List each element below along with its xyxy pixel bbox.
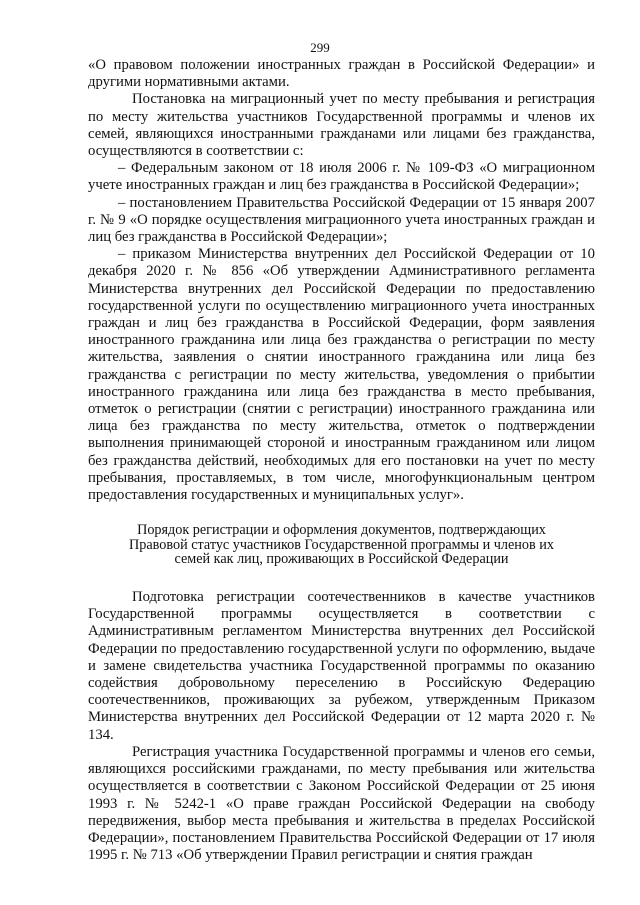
paragraph-registration-preparation: Подготовка регистрации соотечественников в качестве участников Государственной программы осуществляется в соответствии с Административным регламентом Министерства внутренних дел Российской Федерации по предоставлению государственной услуги по оформлению, выдаче и замене свидетельства участника Государственной программы по оказанию содействия добровольному переселению в Российскую Федерацию соотечественников, проживающих за рубежом, утвержденным Приказом Министерства внутренних дел Российской Федерации от 12 марта 2020 г. № 134.	[88, 589, 595, 743]
section-heading: Порядок регистрации и оформления документов, подтверждающих Правовой статус участников Государственной программы и членов их семей как лиц, проживающих в Российской Федерации	[129, 522, 554, 568]
list-item-federal-law: – Федеральным законом от 18 июля 2006 г. № 109-ФЗ «О миграционном учете иностранных граждан и лиц без гражданства в Российской Федерации»;	[88, 160, 595, 194]
paragraph-citizen-registration: Регистрация участника Государственной программы и членов его семьи, являющихся российскими гражданами, по месту пребывания или жительства осуществляется в соответствии с Законом Российской Федерации от 25 июня 1993 г. № 5242-1 «О праве граждан Российской Федерации на свободу передвижения, выбор места пребывания и жительства в пределах Российской Федерации», постановлением Правительства Российской Федерации от 17 июля 1995 г. № 713 «Об утверждении Правил регистрации и снятия граждан	[88, 743, 595, 864]
list-item-government-decree: – постановлением Правительства Российской Федерации от 15 января 2007 г. № 9 «О порядке осуществления миграционного учета иностранных граждан и лиц без гражданства в Российской Федерации»;	[88, 194, 595, 246]
list-item-ministry-order: – приказом Министерства внутренних дел Российской Федерации от 10 декабря 2020 г. № 856 «Об утверждении Административного регламента Министерства внутренних дел Российской Федерации по предоставлению государственной услуги по осуществлению миграционного учета иностранных граждан и лиц без гражданства в Российской Федерации, форм заявления иностранного гражданина или лица без гражданства о регистрации по месту жительства, заявления о снятии иностранного гражданина или лица без гражданства с регистрации по месту жительства, уведомления о прибытии иностранного гражданина или лица без гражданства в место пребывания, отметок о регистрации (снятии с регистрации) иностранного гражданина или лица без гражданства по месту жительства, отметок о подтверждении выполнения принимающей стороной и иностранным гражданином или лицом без гражданства действий, необходимых для его постановки на учет по месту пребывания, проставляемых, в том числе, многофункциональным центром предоставления государственных и муниципальных услуг».	[88, 246, 595, 504]
paragraph-intro-continuation: «О правовом положении иностранных граждан в Российской Федерации» и другими нормативными актами.	[88, 57, 595, 91]
document-body	[88, 57, 595, 864]
paragraph-registration-basis: Постановка на миграционный учет по месту пребывания и регистрация по месту жительства участников Государственной программы и членов их семей, являющихся иностранными гражданами или лицами без гражданства, осуществляются в соответствии с:	[88, 91, 595, 160]
page-number: 299	[310, 40, 330, 55]
